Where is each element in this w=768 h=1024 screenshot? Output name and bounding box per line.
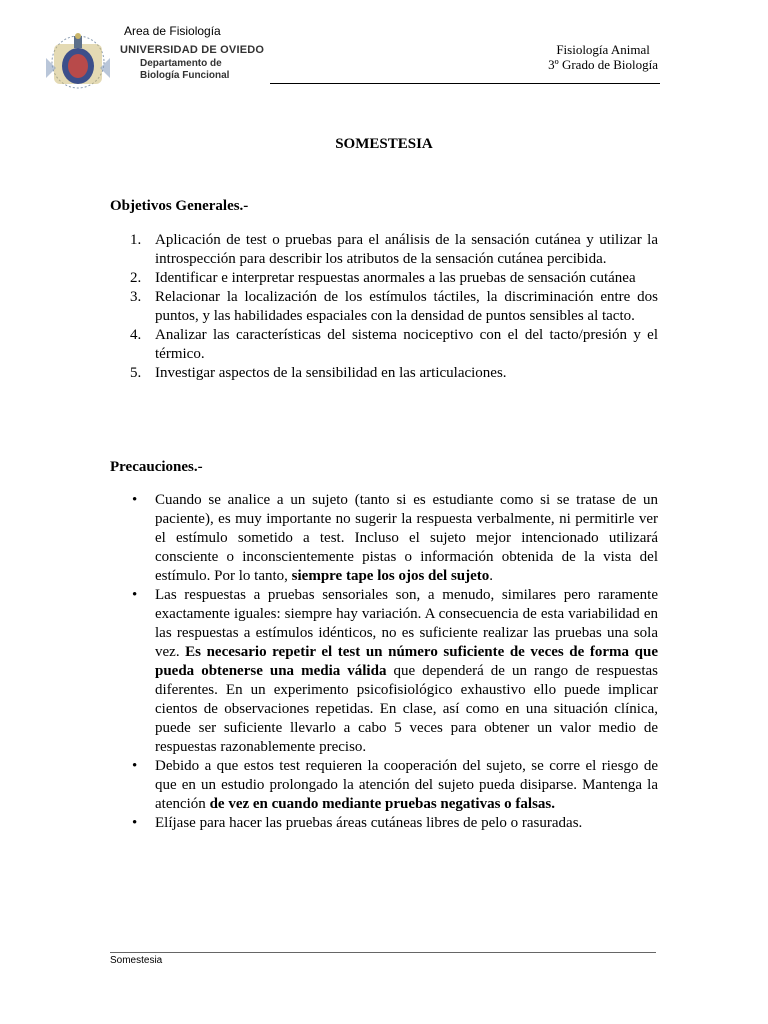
footer-label: Somestesia [110, 955, 163, 966]
precaution-emphasis: siempre tape los ojos del sujeto [291, 568, 490, 584]
logo-university-text: UNIVERSIDAD DE OVIEDO [120, 44, 265, 56]
precaution-text-end: . [489, 568, 494, 584]
bullet-icon: • [132, 492, 138, 508]
objective-text: Analizar las características del sistema nociceptivo con el del tacto/presión y el térmico. [155, 327, 658, 362]
objective-number: 4. [130, 327, 142, 343]
logo-area-text: Area de Fisiología [124, 24, 221, 38]
objective-number: 2. [130, 270, 142, 286]
objectives-list-container [110, 231, 658, 383]
precaution-item [110, 491, 658, 586]
course-degree: 3º Grado de Biología [548, 57, 658, 72]
objective-number: 3. [130, 289, 142, 305]
objective-item [110, 364, 658, 383]
precautions-list [110, 491, 658, 833]
objective-item [110, 269, 658, 288]
precaution-item [110, 814, 658, 833]
page-title: SOMESTESIA [335, 136, 433, 152]
bullet-icon: • [132, 758, 138, 774]
objectives-list [110, 231, 658, 383]
precaution-item [110, 757, 658, 814]
precaution-text-end: que dependerá de un rango de respuestas diferentes. En un experimento psicofisiológico exhaustivo ello puede implicar cientos de observaciones repetidas. En clase, así como en una situación clínica, puede ser suficiente llevarlo a cabo 5 veces para obtener un valor medio de respuestas razonablemente preciso. [155, 663, 659, 755]
objective-text: Relacionar la localización de los estímulos táctiles, la discriminación entre dos puntos, y las habilidades espaciales con la densidad de puntos sensibles al tacto. [155, 289, 658, 324]
precaution-text: Elíjase para hacer las pruebas áreas cutáneas libres de pelo o rasuradas. [155, 815, 583, 831]
objective-number: 5. [130, 365, 142, 381]
precautions-list-container [110, 491, 658, 833]
university-logo [40, 24, 270, 94]
course-name: Fisiología Animal [556, 42, 650, 57]
bullet-icon: • [132, 815, 138, 831]
precaution-emphasis: de vez en cuando mediante pruebas negativas o falsas. [209, 796, 555, 812]
logo-department-line2: Biología Funcional [140, 70, 230, 81]
university-crest-icon [40, 28, 116, 92]
objective-item [110, 288, 658, 326]
precaution-text: Debido a que estos test requieren la cooperación del sujeto, se corre el riesgo de que en un estudio prolongado la atención del sujeto pueda disiparse. Mantenga la atención [155, 758, 658, 812]
precaution-text: Las respuestas a pruebas sensoriales son, a menudo, similares pero raramente exactamente iguales: siempre hay variación. A consecuencia de esta variabilidad en las respuestas a estímulos idénticos, no es suficiente realizar las pruebas una sola vez. [155, 587, 658, 660]
precaution-text: Cuando se analice a un sujeto (tanto si es estudiante como si se tratase de un paciente), es muy importante no sugerir la respuesta verbalmente, ni permitirle ver el estímulo sometido a test. Incluso el sujeto mejor intencionado utilizará consciente o inconscientemente pistas o información obtenida de la vista del estímulo. Por lo tanto, [155, 492, 658, 584]
footer-divider [110, 952, 656, 953]
objective-text: Investigar aspectos de la sensibilidad en las articulaciones. [155, 365, 507, 381]
precaution-emphasis: Es necesario repetir el test un número suficiente de veces de forma que pueda obtenerse una media válida [155, 644, 658, 679]
objective-text: Aplicación de test o pruebas para el análisis de la sensación cutánea y utilizar la introspección para describir los atributos de la sensación cutánea percibida. [155, 232, 658, 267]
objective-text: Identificar e interpretar respuestas anormales a las pruebas de sensación cutánea [155, 270, 636, 286]
bullet-icon: • [132, 587, 138, 603]
precaution-item [110, 586, 658, 757]
header-divider [270, 83, 660, 84]
objective-item [110, 326, 658, 364]
objective-item [110, 231, 658, 269]
logo-department-line1: Departamento de [140, 58, 222, 69]
course-info [548, 42, 658, 72]
precautions-heading: Precauciones.- [110, 459, 203, 475]
objective-number: 1. [130, 232, 142, 248]
objectives-heading: Objetivos Generales.- [110, 198, 249, 214]
